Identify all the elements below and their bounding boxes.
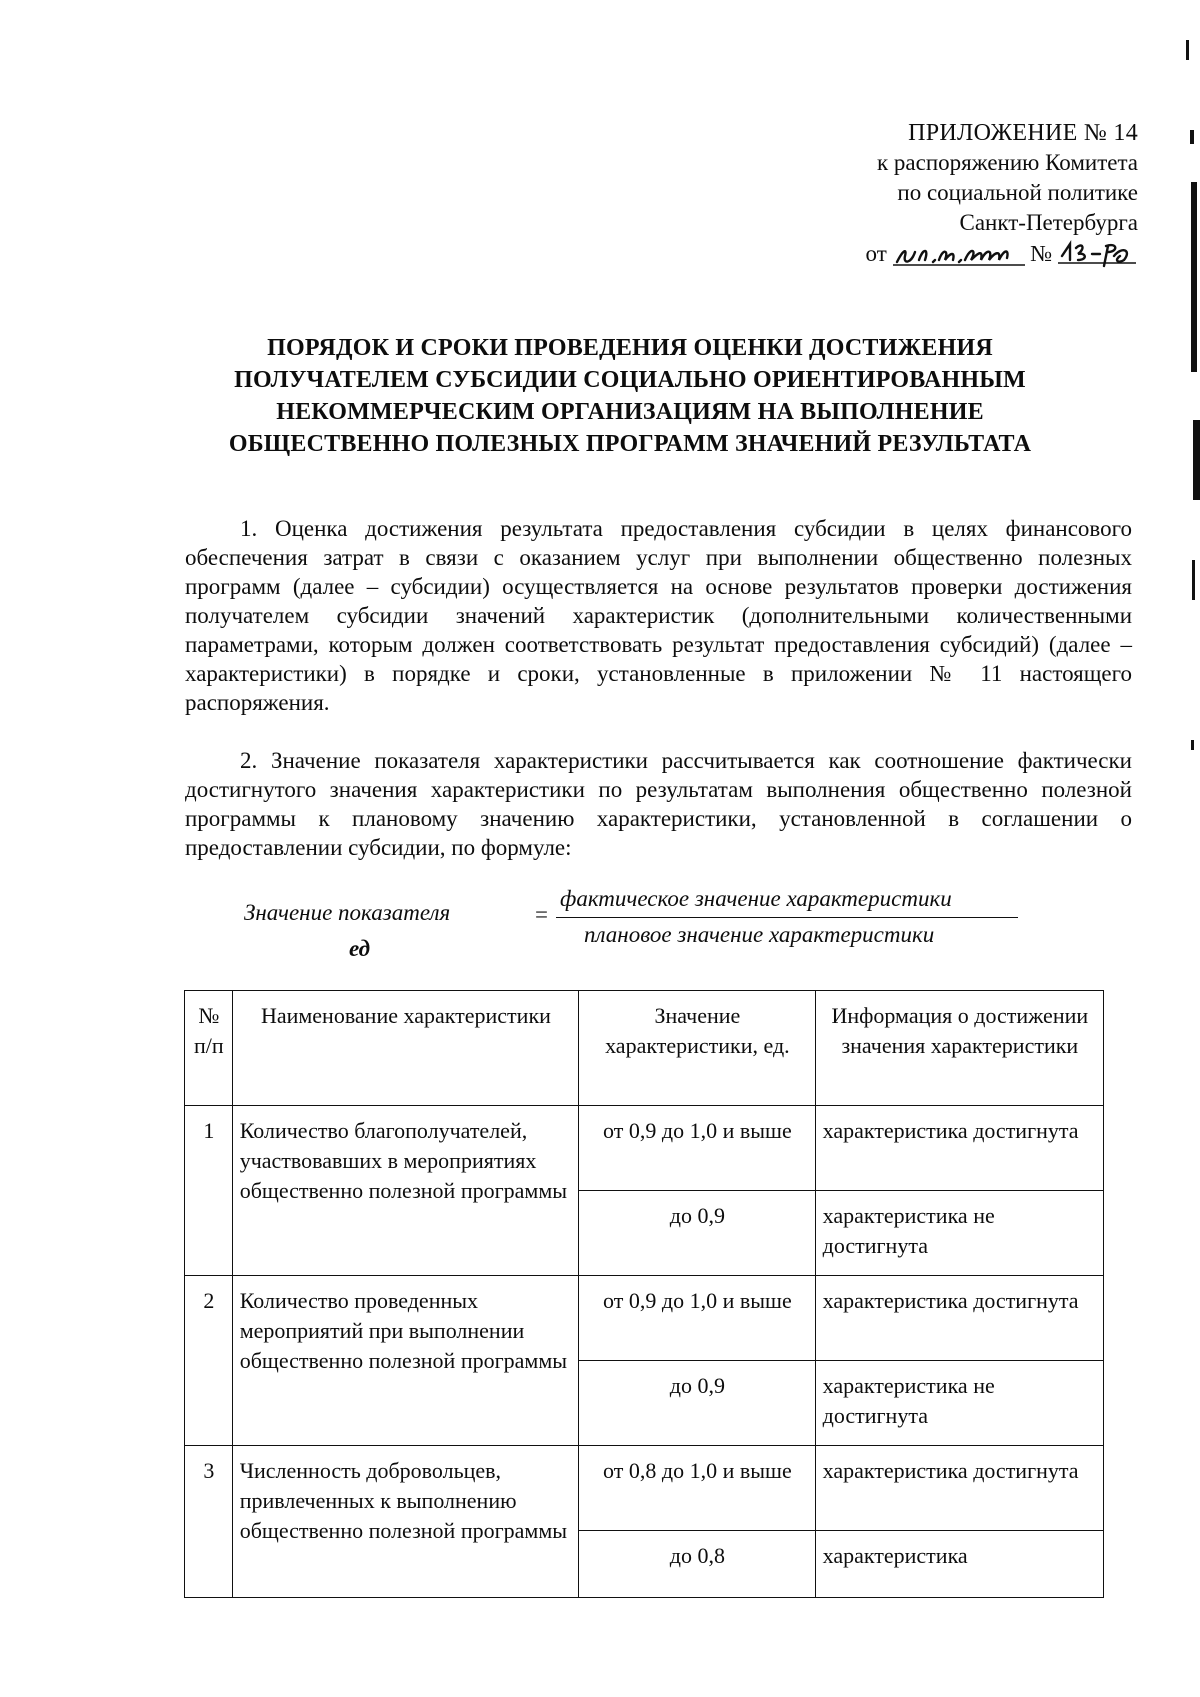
row-name: Количество проведенных мероприятий при выполнении общественно полезной программы [232,1276,578,1446]
title-line: ПОРЯДОК И СРОКИ ПРОВЕДЕНИЯ ОЦЕНКИ ДОСТИЖЕНИЯ [267,335,993,361]
header-num: № п/п [185,991,233,1106]
table-row [185,1446,1104,1531]
number-prefix: № [1030,241,1053,266]
annex-line: по социальной политике [897,180,1138,205]
header-info: Информация о достижении значения характеристики [815,991,1103,1106]
row-value: до 0,9 [579,1361,815,1446]
row-info: характеристика достигнута [815,1106,1103,1191]
table-row [185,1276,1104,1361]
row-info: характеристика [815,1531,1103,1598]
annex-header [866,118,1138,269]
row-info: характеристика не достигнута [815,1361,1103,1446]
header-value: Значение характеристики, ед. [579,991,815,1106]
formula-fraction-bar [556,917,1018,918]
row-value: от 0,9 до 1,0 и выше [579,1106,815,1191]
scan-edge-mark [1186,40,1189,60]
table-row [185,1106,1104,1191]
formula-denominator: плановое значение характеристики [584,922,935,947]
handwritten-number-signature [1058,238,1138,268]
scan-edge-mark [1193,420,1200,500]
scan-edge-mark [1191,740,1194,750]
scan-edge-mark [1190,130,1194,144]
document-title [150,332,1110,460]
annex-line: Санкт-Петербурга [959,210,1138,235]
row-value: от 0,8 до 1,0 и выше [579,1446,815,1531]
row-number: 1 [185,1106,233,1276]
scan-edge-mark [1191,182,1197,372]
row-name: Численность добровольцев, привлеченных к выполнению общественно полезной программы [232,1446,578,1598]
paragraph-2: 2. Значение показателя характеристики рассчитывается как соотношение фактически достигнутого значения характеристики по результатам выполнения общественно полезной программы к плановому значению характеристики, установленной в соглашении о предоставлении субсидии, по формуле: [185,748,1132,860]
row-info: характеристика достигнута [815,1276,1103,1361]
row-number: 3 [185,1446,233,1598]
row-value: до 0,8 [579,1531,815,1598]
row-info: характеристика достигнута [815,1446,1103,1531]
row-number: 2 [185,1276,233,1446]
formula [0,888,1200,968]
handwritten-date-signature [893,242,1025,268]
date-prefix: от [865,241,887,266]
formula-equals: = [535,902,548,927]
paragraph-1: 1. Оценка достижения результата предоставления субсидии в целях финансового обеспечения затрат в связи с оказанием услуг при выполнении общественно полезных программ (далее – субсидии) осуществляется на основе результатов проверки достижения получателем субсидии значений характеристик (дополнительными количественными параметрами, которым должен соответствовать результат предоставления субсидий) (далее – характеристики) в порядке и сроки, установленные в приложении № 11 настоящего распоряжения. [185,516,1132,715]
scan-edge-mark [1192,560,1195,600]
annex-heading: ПРИЛОЖЕНИЕ № 14 [908,120,1138,146]
characteristics-table [184,990,1104,1598]
title-line: ПОЛУЧАТЕЛЕМ СУБСИДИИ СОЦИАЛЬНО ОРИЕНТИРОВАННЫМ [234,367,1026,393]
row-info: характеристика не достигнута [815,1191,1103,1276]
row-value: до 0,9 [579,1191,815,1276]
annex-line: к распоряжению Комитета [877,150,1138,175]
formula-left-subscript: ед [349,936,371,961]
formula-numerator: фактическое значение характеристики [560,886,952,911]
table-header-row [185,991,1104,1106]
header-name: Наименование характеристики [232,991,578,1106]
annex-date-line [866,238,1138,269]
row-value: от 0,9 до 1,0 и выше [579,1276,815,1361]
row-name: Количество благополучателей, участвовавших в мероприятиях общественно полезной программы [232,1106,578,1276]
formula-left-term: Значение показателя [244,900,451,925]
title-line: НЕКОММЕРЧЕСКИМ ОРГАНИЗАЦИЯМ НА ВЫПОЛНЕНИЕ [276,399,984,425]
title-line: ОБЩЕСТВЕННО ПОЛЕЗНЫХ ПРОГРАММ ЗНАЧЕНИЙ РЕЗУЛЬТАТА [228,431,1032,457]
